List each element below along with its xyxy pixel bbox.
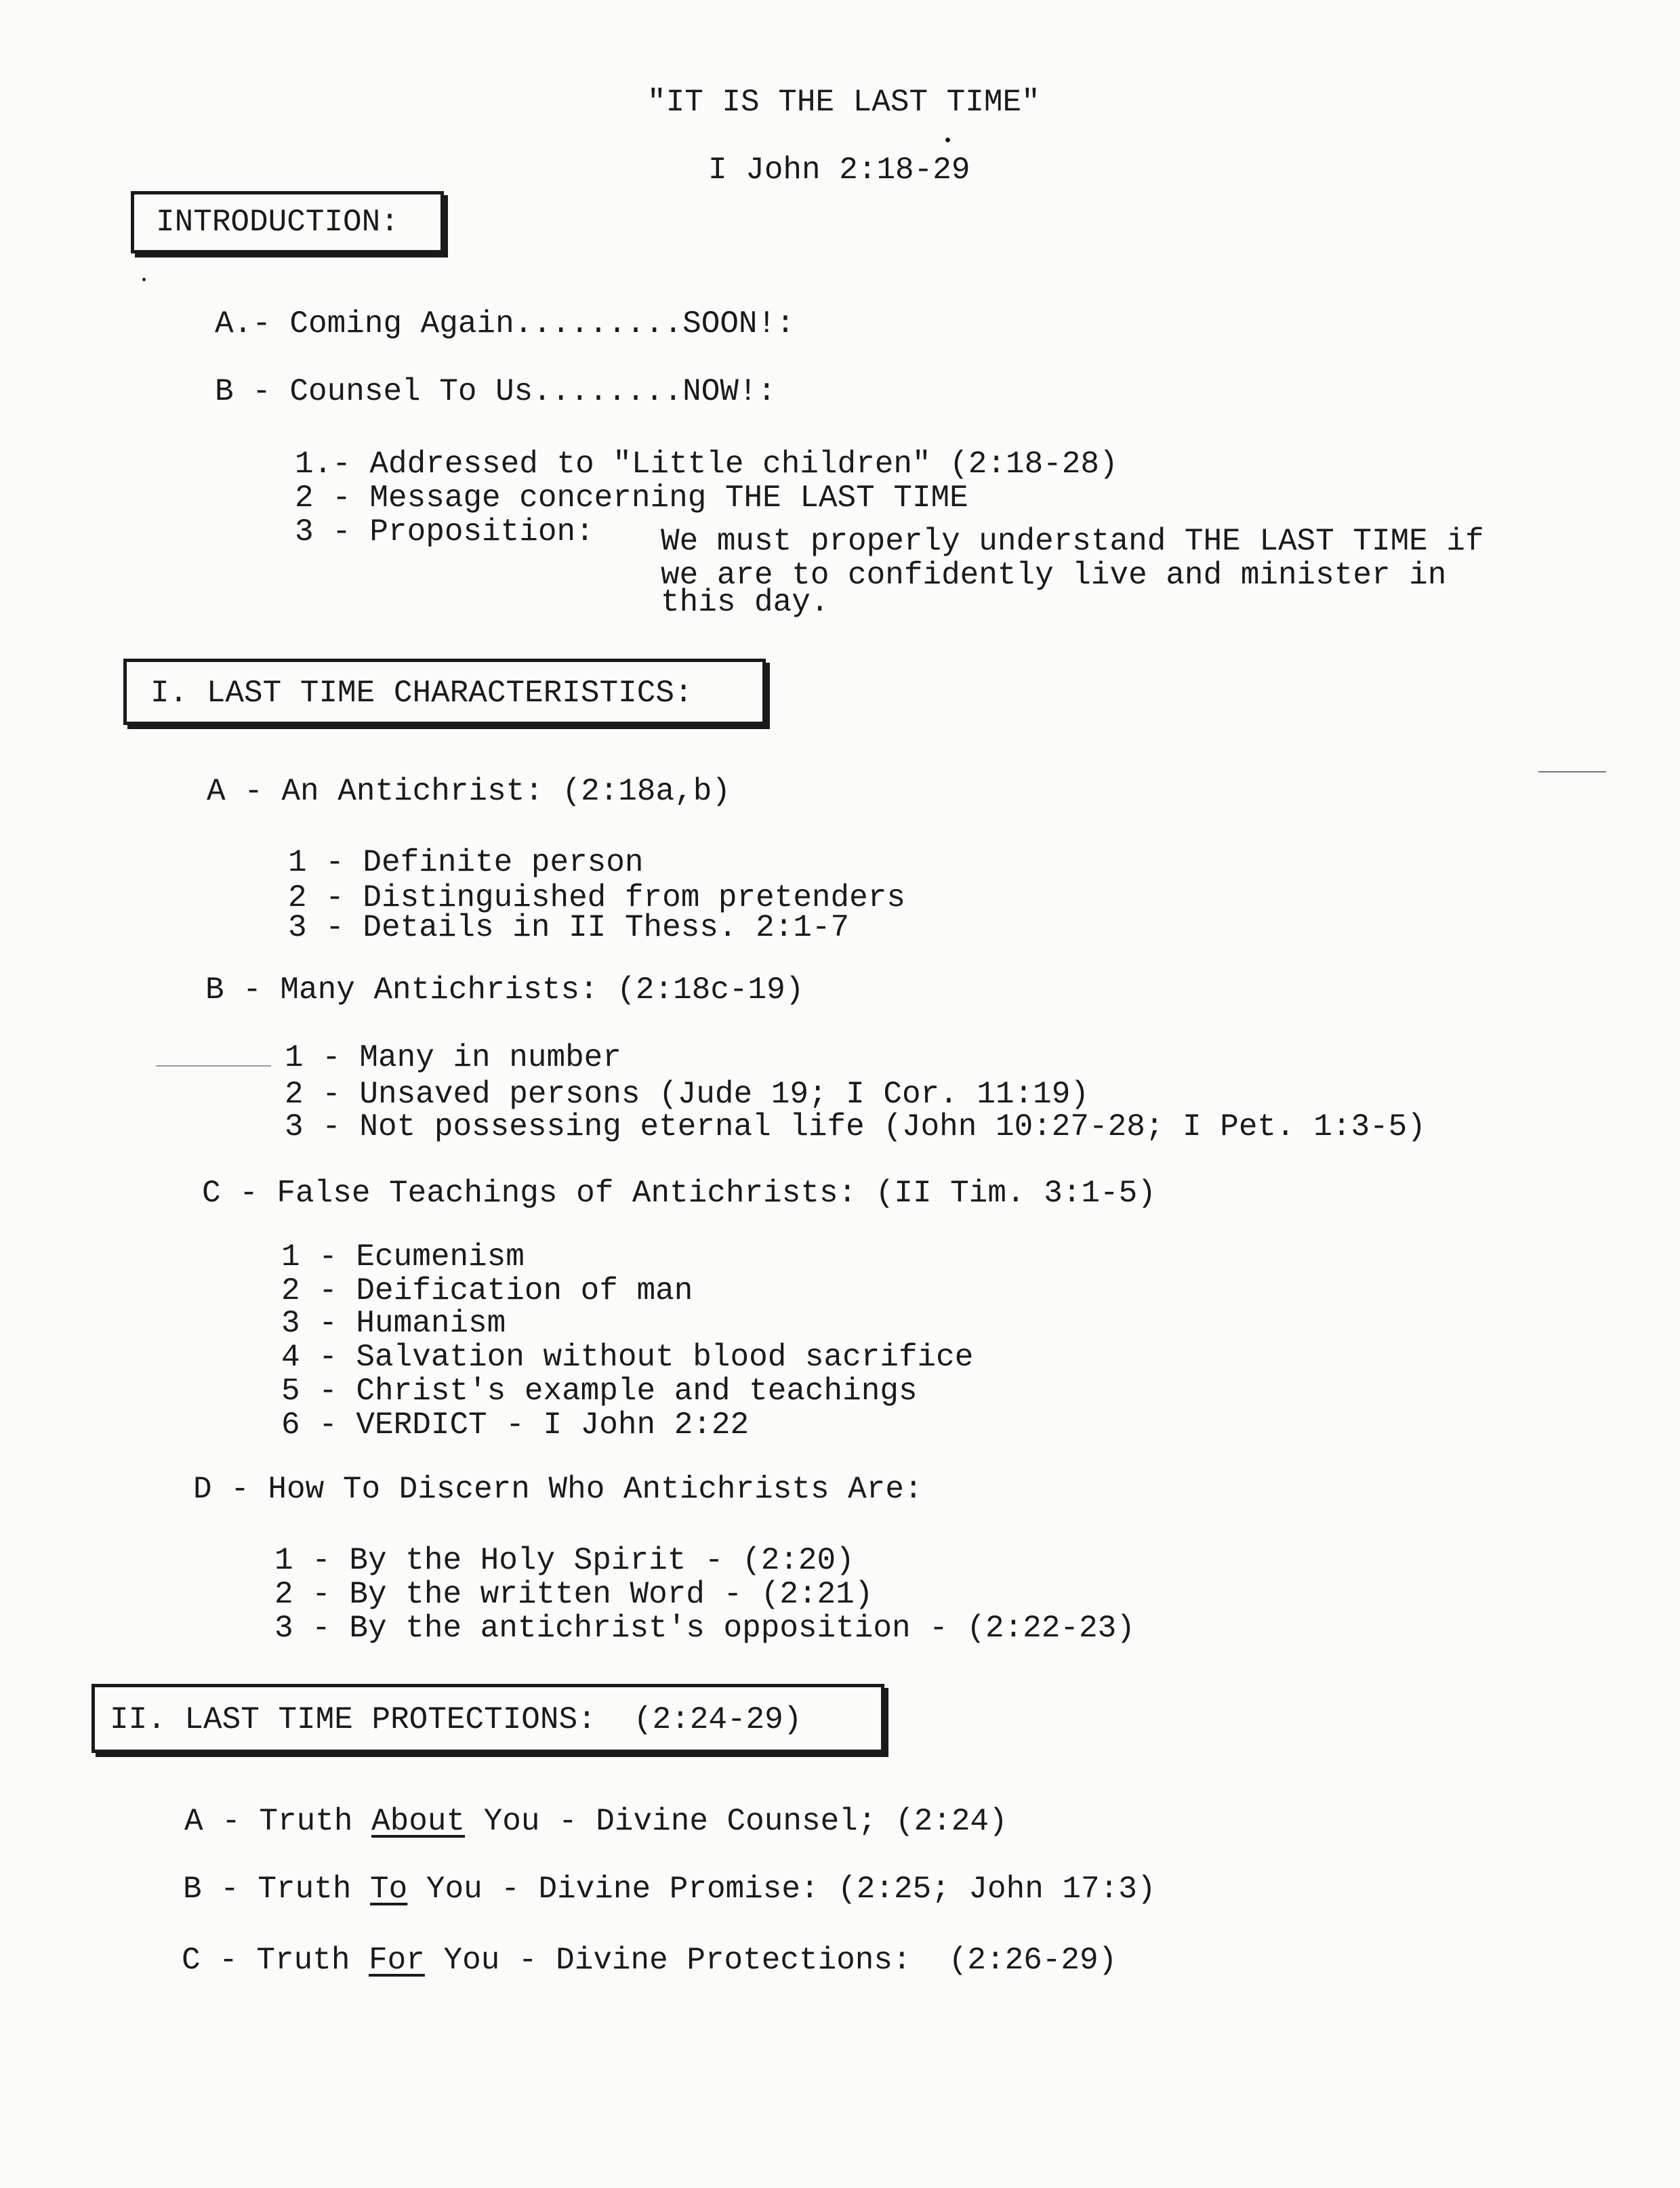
- point-c-item-4: 4 - Salvation without blood sacrifice: [281, 1340, 974, 1375]
- section1-point-b: B - Many Antichrists: (2:18c-19): [205, 972, 804, 1008]
- section1-heading: I. LAST TIME CHARACTERISTICS:: [150, 676, 693, 711]
- point-c-prefix: C - Truth: [182, 1943, 369, 1978]
- section2-point-b: [183, 1874, 1155, 1905]
- section2-point-c: [182, 1945, 1117, 1976]
- section1-point-d: D - How To Discern Who Antichrists Are:: [193, 1472, 923, 1507]
- intro-point-b: B - Counsel To Us........NOW!:: [215, 374, 777, 409]
- point-a-keyword: About: [371, 1804, 466, 1839]
- point-a-prefix: A - Truth: [184, 1804, 372, 1839]
- intro-subpoint-1: 1.- Addressed to "Little children" (2:18-28): [295, 447, 1118, 482]
- proposition-line-1: We must properly understand THE LAST TIME if: [661, 524, 1484, 559]
- section2-point-a: [184, 1806, 1008, 1837]
- point-b-item-3: 3 - Not possessing eternal life (John 10:27-28; I Pet. 1:3-5): [285, 1109, 1426, 1144]
- point-d-item-3: 3 - By the antichrist's opposition - (2:22-23): [274, 1611, 1135, 1646]
- scripture-reference: I John 2:18-29: [708, 152, 970, 188]
- point-a-item-2: 2 - Distinguished from pretenders: [288, 880, 905, 915]
- section1-point-c: C - False Teachings of Antichrists: (II Tim. 3:1-5): [202, 1176, 1156, 1211]
- point-c-suffix: You - Divine Protections: (2:26-29): [424, 1943, 1118, 1978]
- intro-point-a: A.- Coming Again.........SOON!:: [215, 306, 795, 342]
- point-c-item-5: 5 - Christ's example and teachings: [281, 1374, 918, 1409]
- point-c-keyword: For: [369, 1943, 425, 1978]
- point-b-item-2: 2 - Unsaved persons (Jude 19; I Cor. 11:19): [285, 1077, 1089, 1112]
- point-a-suffix: You - Divine Counsel; (2:24): [465, 1804, 1008, 1839]
- intro-subpoint-3: 3 - Proposition:: [295, 514, 594, 550]
- point-b-item-1: 1 - Many in number: [285, 1040, 621, 1075]
- faint-margin-line: [156, 1065, 271, 1067]
- stray-mark: [142, 278, 146, 281]
- section1-point-a: A - An Antichrist: (2:18a,b): [207, 774, 731, 809]
- section2-heading: II. LAST TIME PROTECTIONS: (2:24-29): [110, 1702, 802, 1737]
- point-b-prefix: B - Truth: [183, 1872, 371, 1907]
- document-title: "IT IS THE LAST TIME": [647, 85, 1040, 120]
- stray-mark: [945, 138, 950, 142]
- point-a-item-3: 3 - Details in II Thess. 2:1-7: [288, 910, 850, 945]
- point-b-keyword: To: [370, 1872, 408, 1907]
- point-b-suffix: You - Divine Promise: (2:25; John 17:3): [407, 1872, 1156, 1907]
- point-c-item-2: 2 - Deification of man: [281, 1273, 693, 1308]
- introduction-heading: INTRODUCTION:: [156, 205, 399, 240]
- point-d-item-1: 1 - By the Holy Spirit - (2:20): [274, 1543, 855, 1578]
- point-d-item-2: 2 - By the written Word - (2:21): [274, 1577, 874, 1612]
- intro-subpoint-2: 2 - Message concerning THE LAST TIME: [295, 480, 968, 516]
- point-c-item-3: 3 - Humanism: [281, 1306, 506, 1341]
- point-c-item-1: 1 - Ecumenism: [281, 1239, 525, 1275]
- proposition-line-3: this day.: [661, 585, 829, 620]
- proposition-line-2: we are to confidently live and minister in: [661, 558, 1447, 593]
- point-a-item-1: 1 - Definite person: [288, 845, 644, 880]
- margin-scratch: [1538, 771, 1606, 772]
- point-c-item-6: 6 - VERDICT - I John 2:22: [281, 1407, 750, 1443]
